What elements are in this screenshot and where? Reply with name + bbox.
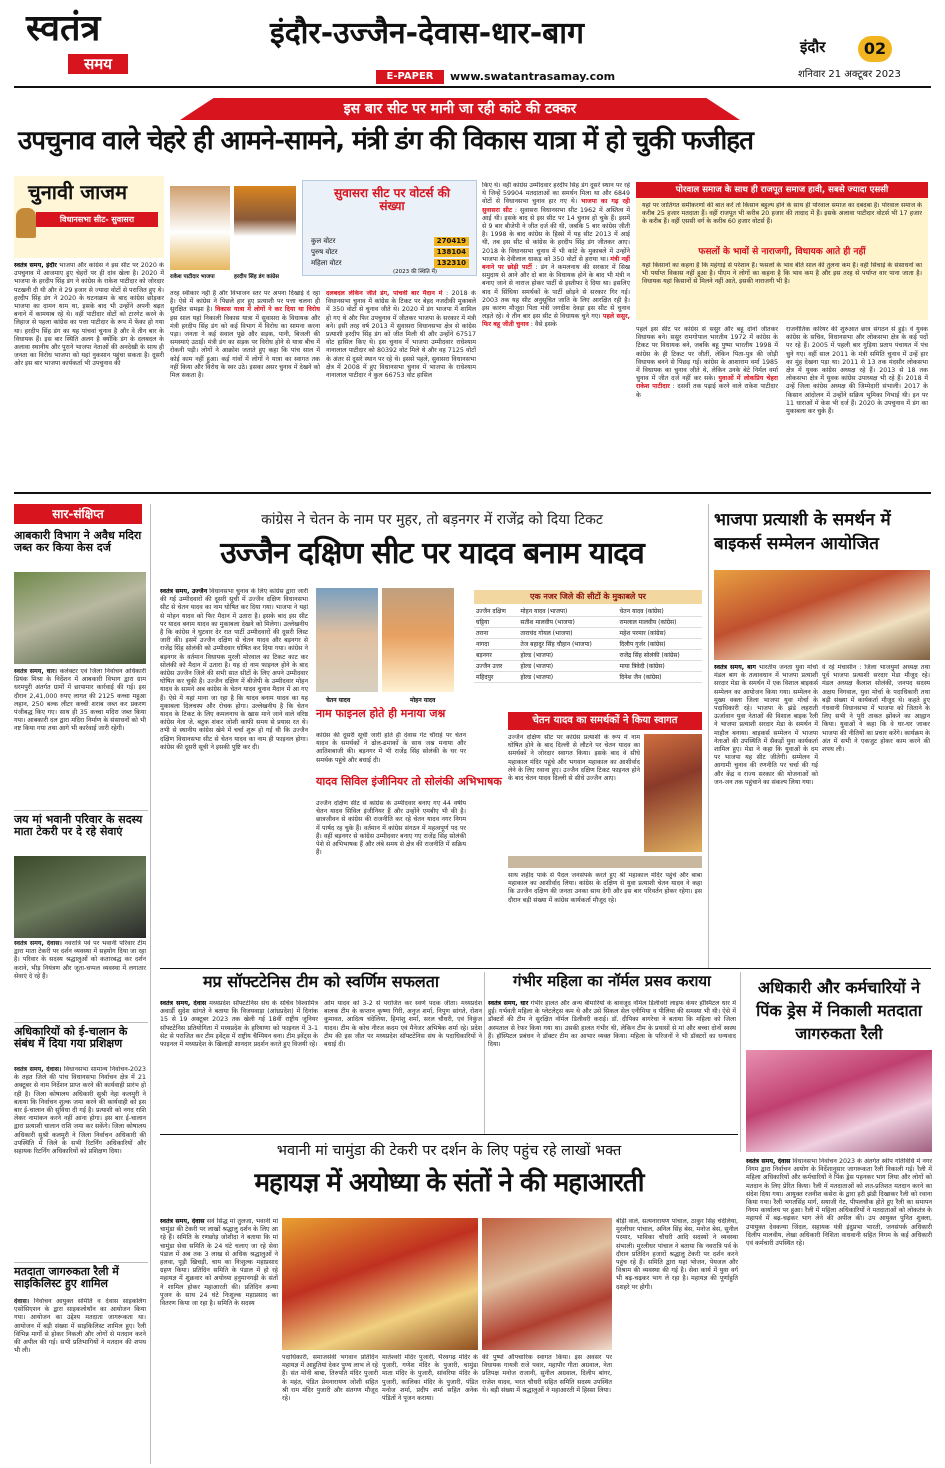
- lead-body-1: स्वतंत्र समय, इंदौर भाजपा और कांग्रेस ने इस सीट पर 2020 के उपचुनाव में आजमाए हुए चेहरों पर ही दांव खेला है। 2020 में भाजपा के हरदीप सिंह डंग ने कांग्रेस के राकेश पाटीदार को जोरदार पटखनी दी थी और वे 29 हजार से ज्यादा वोटों से पराजित हुए थे। हरदीप सिंह डंग ने 2020 के घटनाक्रम के बाद कांग्रेस छोड़कर भाजपा का दामन थाम था, इसके बाद भी उन्होंने अपनी बढ़त बनाने में कामयाब रहे थे। वहीं पाटीदार वोटों को टारगेट करने के लिहाज से पहला कांग्रेस का पत्ता पाटीदार के रूप में फेंका हो गया था। हरदीप सिंह डंग का यह पांचवां चुनाव है और वे तीन बार के विधायक हैं। इस बार स्थिति अलग है क्योंकि डंग के दलबदल के अलावा स्थानीय और पुराने भाजपा नेताओं की अनदेखी के साथ ही जनता का विरोध भाजपा को यहां नुकसान पहुंचा सकता है। दूसरी ओर इस बार भाजपा कार्यकर्ता भी उपचुनाव की: [14, 262, 164, 368]
- ujjain-row-3-seat: नागदा: [474, 639, 518, 650]
- ujjain-cap-1: चेतन यादव: [326, 697, 351, 704]
- ujjain-row-4-inc: राजेंद्र सिंह सोलंकी (कांग्रेस): [617, 650, 702, 661]
- voter-box: [302, 180, 477, 276]
- brief-text-4: देवास। निर्वाचन आयुक्त समिति व देवास साइकलिंग एसोसिएशन के द्वारा साइकलोथॉन का आयोजन किया गया। आयोजन का उद्देश्य मतदाता जागरूकता था। आयोजन में बड़ी संख्या में साइकिलिस्ट शामिल हुए। रैली विभिन्न मार्गों से होकर निकली और लोगों से मतदान करने की अपील की गई। सभी प्रतिभागियों ने मतदान की शपथ भी ली।: [14, 1298, 146, 1355]
- ayodhya-kicker: भवानी मां चामुंडा की टेकरी पर दर्शन के लिए पहुंच रहे लाखों भक्त: [276, 1143, 622, 1159]
- ayodhya-headline: महायज्ञ में अयोध्या के संतों ने की महाआरती: [254, 1168, 644, 1198]
- ayodhya-body-3: मातेश्वरी मंदिर पुजारी, भैरवगढ़ मंदिर के पुजारी, गणेश मंदिर के पुजारी, चामुंडा माता मंदिर के पुजारी, सांवरिया मंदिर के पुजारी, कालिका मंदिर के पुजारी, पंडित मनोज शर्मा, प्रदीप शर्मा सहित अनेक पंडितों ने पूजन कराया।: [382, 1354, 478, 1403]
- ayodhya-photo-2: [482, 1218, 612, 1350]
- delivery-headline: गंभीर महिला का नॉर्मल प्रसव कराया: [513, 972, 711, 990]
- ayodhya-body-1: स्वतंत्र समय, देवास सर्व सिद्ध मां तुलजा, भवानी मां चामुंडा की टेकरी पर लाखों श्रद्धालु दर्शन के लिए आ रहे हैं। समिति के रणछोड़ जोशीदा ने बताया कि मां चामुंडा सेवा समिति के 24 घंटे चलाए जा रहे सेवा पंडाल में अब तक 3 लाख से अधिक श्रद्धालुओं ने हलवा, पूड़ी खिचड़ी, चाय का निःशुल्क महाप्रसाद ग्रहण किया। प्रतिदिन समिति के पंडाल में हो रहे महायज्ञ में शुक्रवार को अयोध्या हनुमानगढ़ी के संतों ने शामिल होकर महाआरती की। प्रतिदिन कन्या पूजन के साथ 24 घंटे निःशुल्क महाप्रसाद का वितरण किया जा रहा है। समिति के सदस्य: [160, 1218, 278, 1308]
- ujjain-row-0-inc: चेतन यादव (कांग्रेस): [617, 606, 702, 617]
- voter-title: सुवासरा सीट पर वोटर्स की संख्या: [334, 186, 450, 213]
- ujjain-photo-chetan: [316, 588, 378, 692]
- candidate-photo-hardeep: [234, 186, 296, 270]
- ujjain-body-4: उज्जैन दक्षिण सीट पर कांग्रेस प्रत्याशी के रूप में नाम घोषित होने के बाद दिल्ली से लौटने पर चेतन यादव का समर्थकों ने जोरदार स्वागत किया। इसके बाद वे सीधे महाकाल मंदिर पहुंचे और भगवान महाकाल का आशीर्वाद लेने के लिए रवाना हुए। उज्जैन दक्षिण टिकट फाइनल होने के बाद चेतन यादव दिल्ली से सीधे उज्जैन आए।: [508, 734, 640, 783]
- brief-title-1: आबकारी विभाग ने अवैध मदिरा जब्त कर किया केस दर्ज: [14, 529, 142, 554]
- brief-text-1: स्वतंत्र समय, धार। कलेक्टर एवं जिला निर्वाचन अधिकारी प्रियंक मिश्रा के निर्देशन में आबकारी विभाग द्वारा ग्राम धरमपुरी अंतर्गत ग्रामों में छापामार कार्रवाई की गई। इस दौरान 2,41,000 रुपए लागत की 2125 कच्चा महुआ लहान, 250 बल्क लीटर कच्ची शराब जब्त कर प्रकरण पंजीबद्ध किए गए। साथ ही 35 कच्चा मदिरा जब्त किया गया। आबकारी दल द्वारा मदिरा निर्माण के संसाधनों को भी नष्ट किया गया तथा आगे भी कार्रवाई जारी रहेगी।: [14, 668, 146, 733]
- lead-body-6: राजनीतिक करियर की शुरुआत छात्र संगठन से हुई। वे युवक कांग्रेस के सचिव, विधानसभा और लोकसभा क्षेत्र के कई पदों पर रहे हैं। 2005 में पहली बार गुड़िया प्रताप पंचायत में पंच चुने गए। वहीं साल 2011 के मंत्री समिति चुनाव में उन्हें हार का मुंह देखना पड़ा था। 2011 से 13 तक मंदसौर लोकसभा क्षेत्र में युवक कांग्रेस अध्यक्ष रहे हैं। 2013 से 18 तक लोकसभा क्षेत्र में युवक कांग्रेस उपाध्यक्ष भी रहे हैं। 2018 में उन्हें जिला कांग्रेस अध्यक्ष की जिम्मेदारी संभाली। 2017 के किसान आंदोलन में उन्होंने सक्रिय भूमिका निभाई थी। इन पर 11 धाराओं में केस भी दर्ज हैं। 2020 के उपचुनाव में डंग का मुकाबला कर चुके हैं।: [786, 326, 928, 416]
- ujjain-kicker: कांग्रेस ने चेतन के नाम पर मुहर, तो बड़नगर में राजेंद्र को दिया टिकट: [261, 512, 603, 528]
- ujjain-row-6-bjp: होल्ड (भाजपा): [518, 672, 617, 683]
- ujjain-cap-2: मोहन यादव: [410, 697, 436, 704]
- epaper-badge[interactable]: E-PAPER: [376, 70, 444, 84]
- side-sub: फसलों के भावों से नाराजगी, विधायक आते ही नहीं: [698, 247, 866, 257]
- voter-label-0: कुल वोटर: [311, 237, 336, 245]
- softtennis-body-2: ओम यादव को 3-2 से पराजित कर स्वर्ण पदक जीता। मध्यप्रदेश बालक टीम के कप्तान कृष्णा गिरी, अनुज शर्मा, निपुण सांगते, रोशन कुमावत, आदित्य चंदेलिया, हिमांशु शर्मा, सरल चौधरी, एवं निकुंज यादव। टीम के कोच नीरज कदम एवं मैनेजर अभिषेक शर्मा रहे। प्रदेश टीम की इस जीत पर मध्यप्रदेश सॉफ्टटेनिस संघ के पदाधिकारियों ने बधाई दी।: [324, 1000, 482, 1049]
- softtennis-headline: मप्र सॉफ्टटेनिस टीम को स्वर्णिम सफलता: [202, 972, 440, 991]
- ujjain-row-4-seat: बड़नगर: [474, 650, 518, 661]
- site-url[interactable]: www.swatantrasamay.com: [450, 70, 616, 83]
- candidate-photo-icon: [16, 208, 36, 238]
- issue-date: शनिवार 21 अक्टूबर 2023: [798, 69, 901, 80]
- ayodhya-body-4: की पुष्पों औपचारिक स्वागत किया। इस अवसर पर विधायक गायत्री राजे पवार, महापौर गीता अग्रवाल, नेता प्रतिपक्ष मनोज राजानी, सुनील अग्रवाल, दिलीप बांगर, राजेश यादव, भरत चौधरी सहित समिति सदस्य उपस्थित थे। बड़ी संख्या में श्रद्धालुओं ने महाआरती में हिस्सा लिया।: [482, 1354, 612, 1394]
- voter-note: (2023 की स्थिति में): [393, 269, 437, 275]
- ujjain-row-3-inc: दिलीप गुर्जर (कांग्रेस): [617, 639, 702, 650]
- ujjain-photo-mohan: [382, 588, 454, 692]
- ujjain-row-2-seat: तराना: [474, 628, 518, 639]
- voter-value-0: 270419: [434, 237, 469, 246]
- brief-title-3: अधिकारियों को ई-चालान के संबंध में दिया गया प्रशिक्षण: [14, 1025, 128, 1050]
- ujjain-photo-crowd: [508, 856, 702, 868]
- voter-label-2: महिला वोटर: [311, 259, 342, 267]
- ujjain-row-5-inc: माया त्रिवेदी (कांग्रेस): [617, 661, 702, 672]
- page-number: 02: [858, 36, 892, 62]
- ujjain-row-0-seat: उज्जैन दक्षिण: [474, 606, 518, 617]
- ujjain-row-0-bjp: मोहन यादव (भाजपा): [518, 606, 617, 617]
- ujjain-row-2-inc: महेश परमार (कांग्रेस): [617, 628, 702, 639]
- ujjain-row-5-bjp: होल्ड (भाजपा): [518, 661, 617, 672]
- brief-title-4: मतदाता जागरुकता रैली में साइकिलिस्ट हुए शामिल: [14, 1265, 119, 1290]
- ujjain-photo-welcome: [644, 734, 702, 852]
- ujjain-body-2: कांग्रेस की दूसरी सूची जारी होते ही देवास गेट चौराहे पर चेतन यादव के समर्थकों ने ढोल-ढमाकों के साथ जश्न मनाया और आतिशबाजी की। बड़नगर में भी राजेंद्र सिंह सोलंकी के घर पर समर्थक पहुंचे और बधाई दी।: [316, 732, 466, 764]
- softtennis-body-1: स्वतंत्र समय, देवास मध्यप्रदेश सॉफ्टटेनिस संघ के सचिव विश्वामित्र अवार्डी सुदेश सांगते ने बताया कि विजयवाड़ा (आंध्रप्रदेश) में दिनांक 15 से 19 अक्टूबर 2023 तक खेली गई 18वीं राष्ट्रीय जूनियर सॉफ्टटेनिस प्रतियोगिता में मध्यप्रदेश के हरियाणा को फाइनल में 3-1 सेट से पराजित कर टीम इवेंट्स में राष्ट्रीय चैम्पियन बना। टीम इवेंट्स के फाइनल में मध्यप्रदेश के खिलाड़ी शानदार प्रदर्शन करते हुए विजयी रहे।: [160, 1000, 318, 1049]
- ujjain-sub-3: चेतन यादव का समर्थकों ने किया स्वागत: [508, 712, 702, 730]
- bagh-photo: [714, 570, 930, 660]
- ujjain-table: [474, 590, 702, 710]
- ayodhya-photo-1: [282, 1218, 478, 1350]
- ujjain-row-2-bjp: ताराचंद गोयल (भाजपा): [518, 628, 617, 639]
- bagh-headline: भाजपा प्रत्याशी के समर्थन में बाइकर्स सम्मेलन आयोजित: [714, 510, 891, 554]
- brief-text-3: स्वतंत्र समय, देवास। विधानसभा सामान्य निर्वाचन-2023 के तहत जिले की पांच विधानसभा निर्वाचन क्षेत्र में 21 अक्टूबर से नाम निर्देशन प्राप्त करने की कार्यवाही प्रारंभ हो रही है। जिला कोषालय अधिकारी सुश्री नेहा कलमुरी ने बताया कि निर्वाचन शुल्क जमा करने की कार्यवाही को इस बार ई-चालान की सुविधा दी गई है। प्रत्याशी को नगद राशि लेकर नामांकन करने नहीं आना होगा। इस बार ई-चालान द्वारा प्रत्याशी चालान राशि जमा कर सकेंगे। जिला कोषालय अधिकारी सुश्री कलमुरी ने जिला निर्वाचन अधिकारी की उपस्थिति में जिले के सभी रिटर्निंग अधिकारियों और सहायक रिटर्निंग अधिकारियों को प्रशिक्षण दिया।: [14, 1066, 146, 1156]
- lead-body-5: पहले इस सीट पर कांग्रेस से ससुर और बहू दोनों जीतकर विधायक बने। ससुर रामगोपाल भारतीय 1972 में कांग्रेस के टिकट पर विधायक बने, जबकि बहू पुष्पा भारतीय 1998 में कांग्रेस के ही टिकट पर जीतीं, लेकिन पिता-पुत्र की जोड़ी विधायक बनने से पिछड़ गई। कांग्रेस के आशाराम वर्मा 1985 में विधायक का चुनाव जीते थे, लेकिन उनके बेटे निर्मल वर्मा चुनाव में जीत दर्ज नहीं कर सके। युवाओं में लोकप्रिय चेहरा राकेश पाटीदार : दसवीं तक पढ़ाई करने वाले राकेश पाटीदार के: [636, 326, 778, 399]
- lead-headline: उपचुनाव वाले चेहरे ही आमने-सामने, मंत्री डंग की विकास यात्रा में हो चुकी फजीहत: [18, 126, 753, 156]
- ayodhya-body-2: पदाधिकारी, समाजसेवी भगवान प्रतिदिन महायज्ञ में आहुतियां देकर पुण्य लाभ ले रहे हैं। संत मोनी बाबा, तिरुपति मंदिर पुजारी के महंत, पंडित प्रेमनारायण जोशी सहित श्री राम मंदिर पुजारी और संतगण मौजूद रहे।: [282, 1354, 378, 1403]
- edition-city: इंदौर: [800, 38, 826, 56]
- voter-value-2: 132310: [434, 259, 469, 268]
- edition-cities: इंदौर-उज्जैन-देवास-धार-बाग: [270, 16, 584, 51]
- delivery-body: स्वतंत्र समय, धार गंभीर हालत और अन्य बीमारियों के बावजूद नॉर्मल डिलीवरी लाइफ केयर हॉस्पिटल धार में हुई। गर्भवती महिला के प्लेटलेट्स कम थे और उसे सिकल सेल एनीमिया व पीलिया की समस्या भी थी। ऐसे में डॉक्टरों की टीम ने सुरक्षित नॉर्मल डिलीवरी कराई। डॉ. दीपिका बागरेचा ने बताया कि महिला को जिला अस्पताल से रेफर किया गया था। उसकी हालत गंभीर थी, लेकिन टीम के प्रयासों से मां और बच्चा दोनों स्वस्थ हैं। हॉस्पिटल प्रबंधन ने डॉक्टर टीम का आभार व्यक्त किया। महिला के परिजनों ने भी डॉक्टरों का धन्यवाद दिया।: [488, 1000, 736, 1049]
- photo-caption-2: हरदीप सिंह डंग कांग्रेस: [234, 274, 279, 280]
- rally-body: स्वतंत्र समय, देवास विधानसभा निर्वाचन 2023 के अंतर्गत स्वीप गतिविधि में नगर निगम द्वारा निर्वाचन आयोग के निर्देशानुसार जागरूकता रैली निकाली गई। रैली में महिला अधिकारियों और कर्मचारियों ने पिंक ड्रेस पहनकर भाग लिया और लोगों को मतदान के लिए प्रेरित किया। रैली में मतदाताओं को शत-प्रतिशत मतदान करने का संदेश दिया गया। आयुक्त रजनीश कसेरा के द्वारा हरी झंडी दिखाकर रैली को रवाना किया गया। रैली भगतसिंह मार्ग, सयाजी गेट, पीपलचौक होते हुए रैली का समापन निगम कार्यालय पर हुआ। रैली में महिला अधिकारियों ने मतदाताओं को लोकतंत्र के महापर्व में बढ़-चढ़कर भाग लेने की अपील की। उप आयुक्त पुनित शुक्ला, उपायुक्त देवकन्या जिंदल, सहायक यंत्री इंदुप्रभा भारती, जनसंपर्क अधिकारी दिलीप मालवीय, लेखा अधिकारी निशिता वाधवानी सहित निगम के कई अधिकारी एवं कर्मचारी उपस्थित रहे।: [746, 1158, 932, 1248]
- logo-bottom: समय: [68, 54, 128, 74]
- brief-photo-1: [14, 572, 146, 664]
- voter-label-1: पुरुष वोटर: [311, 248, 338, 256]
- bagh-body-2: वे रहे मंचासीन : जिला भाजयुमो अध्यक्ष तथा पूर्व भाजपा प्रत्याशी सरदार मेडा मौजूद रहे। मंडल अध्यक्ष कैलाश सोलंकी, जनपद सदस्य अक्षय निगवाल, युवा मोर्चा के पदाधिकारी तथा बड़ी संख्या में कार्यकर्ता मौजूद थे। कहते हुए गंधवानी विधानसभा में भाजपा को जिताने के लिए सभी ने पूरी ताकत झोंकने का आह्वान किया। युवाओं ने कहा कि वे घर-घर जाकर भाजपा की नीतियों का प्रचार करेंगे। कार्यक्रम के अंत में सभी ने एकजुट होकर काम करने की शपथ ली।: [822, 664, 930, 754]
- ujjain-row-6-seat: महिदपुर: [474, 672, 518, 683]
- lead-kicker-text: इस बार सीट पर मानी जा रही कांटे की टक्कर: [343, 101, 577, 117]
- ujjain-headline: उज्जैन दक्षिण सीट पर यादव बनाम यादव: [220, 536, 644, 571]
- lead-body-3: दलबदल लेकिन जीते डंग, पांचवीं बार मैदान में : 2018 के विधानसभा चुनाव में कांग्रेस के टिकट पर बेहद नजदीकी मुकाबले में 350 वोटों से चुनाव जीते थे। 2020 में डंग भाजपा में शामिल हो गए थे और फिर उपचुनाव में जीतकर भाजपा के सरकार में मंत्री बने। इसी तरह वर्ष 2013 में सुवासरा विधानसभा क्षेत्र से कांग्रेस प्रत्याशी हरदीप सिंह डंग को जीत मिली थी और उन्होंने 67517 वोट हासिल किए थे। इस चुनाव में भाजपा उम्मीदवार राधेश्याम नानालाल पाटीदार को 80392 वोट मिले थे और वह 7125 वोटों के अंतर से दूसरे स्थान पर रहे थे। इससे पहले, सुवासरा विधानसभा क्षेत्र में 2008 में हुए विधानसभा चुनाव में भाजपा के राधेश्याम नानालाल पाटीदार ने कुल 66753 वोट हासिल: [326, 290, 476, 380]
- ujjain-row-3-bjp: तेज बहादुर सिंह चौहान (भाजपा): [518, 639, 617, 650]
- column-sub: विधानसभा सीट- सुवासरा: [36, 212, 158, 227]
- ujjain-row-1-seat: घट्टिया: [474, 617, 518, 628]
- side-box: पोरवाल समाज के साथ ही राजपूत समाज हावी, सबसे ज्यादा एससी यहां पर जातिगत समीकरणों की बात करें तो किसान बहुल्य होने के साथ ही पोरवाल समाज का दबदबा है। पोरवाल समाज के करीब 25 हजार मतदाता हैं। वहीं राजपूत भी करीब 20 हजार की तादाद में हैं। इसके अलावा पाटीदार वोटर्स भी 17 हजार के करीब हैं। वहीं एससी वर्ग के करीब 60 हजार वोटर्स हैं। फसलों के भावों से नाराजगी, विधायक आते ही नहीं यहां किसानों का कहना है कि महंगाई से परेशान हैं। फसलों के भाव बीते साल की तुलना कम हैं। वहीं सिंचाई के संसाधनों का भी पर्याप्त विकास नहीं हुआ है। पीएम ने लोगों का कहना है कि भाव कम है और इस तरह से पर्याप्त वार पाना जाता है। विधायक यहां किसानों से मिलने नहीं आते, इसकी नाराजगी भी है।: [636, 182, 928, 320]
- brief-title-2: जय मां भवानी परिवार के सदस्य माता टेकरी पर दे रहे सेवाएं: [14, 813, 143, 838]
- candidate-photo-rakesh: [170, 186, 230, 270]
- lead-body-2: तरह स्वीकार नहीं हैं और विभाजन स्तर पर अपना दिखाई दे रहा है। ऐसे में कांग्रेस ने पिछले हार हुए प्रत्याशी पर पत्ता चलना ही सुरक्षित समझा है। विकास यात्रा में लोगों ने कर दिया था विरोध इस साल यहां निकाली विकास यात्रा में सुवासरा के विधायक और मंत्री हरदीप सिंह डंग को कई विभाग में विरोध का सामना करना पड़ा। जनता ने कई सवाल पूछे और सड़क, पानी, बिजली की समस्याएं उठाईं। मंत्री डंग का सड़क पर विरोध होने से यात्रा बीच में रोकनी पड़ी। लोगों ने आक्रोश जताते हुए कहा कि पांच साल में कोई काम नहीं हुआ। कई गांवों में लोगों ने यात्रा का स्वागत तक नहीं किया और विरोध के स्वर उठे। इसका असर चुनाव में देखने को मिल सकता है।: [170, 290, 320, 380]
- voter-value-1: 138104: [434, 248, 469, 257]
- briefs-banner: सार-संक्षिप्त: [14, 504, 142, 524]
- masthead: [0, 0, 945, 88]
- ujjain-body-1: स्वतंत्र समय, उज्जैन विधानसभा चुनाव के लिए कांग्रेस द्वारा जारी की गई उम्मीदवारों की दूसरी सूची में उज्जैन दक्षिण विधानसभा सीट से चेतन यादव का नाम घोषित कर दिया गया। भाजपा ने यहां से मोहन यादव को फिर मैदान में उतारा है। इसके बाद इस सीट पर यादव बनाम यादव का मुकाबला देखने को मिलेगा। उल्लेखनीय है कि कांग्रेस ने घुटवार देर रात पार्टी उम्मीदवारों की दूसरी लिस्ट जारी की। इसमें उज्जैन दक्षिण से चेतन यादव और बड़नगर से राजेंद्र सिंह सोलंकी को उम्मीदवार घोषित कर दिया गया। कांग्रेस ने बड़नगर के वर्तमान विधायक मुरली मोरवाल का टिकट काट कर सोलंकी को मैदान में उतारा है। यह दो नाम फाइनल होने के बाद कांग्रेस उज्जैन जिले की सभी सात सीटों के लिए अपने उम्मीदवार घोषित कर चुकी है। उज्जैन दक्षिण में बीजेपी के उम्मीदवार मोहन यादव के सामने अब कांग्रेस के चेतन यादव चुनाव मैदान में आ गए हैं। ऐसे में यहां माना जा रहा है कि यादव बनाम यादव का यह मुकाबला दिलचस्प और रोचक होगा। उल्लेखनीय है कि चेतन यादव के टिकट के लिए कमलनाथ के खास माने जाने वाले वरिष्ठ कांग्रेस नेता जे. बटुक शंकर जोशी काफी समय से प्रयास रत थे। तभी से स्थानीय कांग्रेस खेमे में चर्चा शुरू हो गई थी कि उज्जैन दक्षिण विधानसभा सीट से चेतन यादव का नाम ही फाइनल होगा। कांग्रेस की दूसरी सूची ने इसकी पुष्टि कर दी।: [160, 588, 308, 751]
- ujjain-row-1-inc: रामलाल मालवीय (कांग्रेस): [617, 617, 702, 628]
- ujjain-row-6-inc: दिनेश जैन (कांग्रेस): [617, 672, 702, 683]
- bagh-body-1: स्वतंत्र समय, बाग भारतीय जनता युवा मोर्चा मंडल बाग के तत्वावधान में भाजपा प्रत्याशी सरदार मेडा के समर्थन में एक विशाल बाइकर्स सम्मेलन का आयोजन किया गया। सम्मेलन के मुख्य वक्ता जिला भाजपा युवा मोर्चा के पदाधिकारी रहे। भाजपा के झंडे लहराती ऊर्जावान युवा नेताओं की विशाल बाइक रैली ने भाजपा प्रत्याशी सरदार मेडा के समर्थन में माहौल बनाया। बाइकर्स सम्मेलन में भाजपा नेताओं की उपस्थिति में सैकड़ों युवा कार्यकर्ता शामिल हुए। मेडा ने कहा कि युवाओं के दम पर भाजपा यह सीट जीतेगी। सम्मेलन में आगामी चुनाव की रणनीति पर चर्चा की गई और केंद्र व राज्य सरकार की योजनाओं को जन-जन तक पहुंचाने का संकल्प लिया गया।: [714, 664, 818, 786]
- ujjain-row-5-seat: उज्जैन उत्तर: [474, 661, 518, 672]
- ujjain-sub-1: नाम फाइनल होते ही मनाया जश्न: [316, 707, 446, 720]
- column-title: चुनावी जाजम: [28, 180, 128, 204]
- ujjain-body-5: साथ शहीद पार्क से पैदल जनसंपर्क करते हुए श्री महाकाल मंदिर पहुंचे और बाबा महाकाल का आशीर्वाद लिया। कांग्रेस के दक्षिण से युवा प्रत्याशी चेतन यादव ने कहा कि उज्जैन दक्षिण की जनता उनका साथ देगी और इस बार परिवर्तन होकर रहेगा। इस दौरान बड़ी संख्या में कांग्रेस कार्यकर्ता मौजूद रहे।: [508, 872, 702, 904]
- ujjain-table-title: एक नजर जिले की सीटों के मुकाबले पर: [474, 590, 702, 604]
- brief-text-2: स्वतंत्र समय, देवास। नवरात्रि पर्व पर भवानी परिवार टीम द्वारा माता टेकरी पर दर्शन व्यवस्था में सहयोग दिया जा रहा है। परिवार के सदस्य श्रद्धालुओं को कतारबद्ध कर दर्शन कराने, भीड़ नियंत्रण और जूता-चप्पल व्यवस्था में लगातार सेवाएं दे रहे हैं।: [14, 940, 146, 980]
- logo-top: स्वतंत्र: [26, 8, 101, 49]
- ujjain-sub-2: यादव सिविल इंजीनियर तो सोलंकी अभिभाषक: [316, 775, 502, 788]
- chunavi-box: [14, 176, 164, 258]
- rally-photo: [746, 1050, 932, 1152]
- lead-body-4: किए थे। वहीं कांग्रेस उम्मीदवार हरदीप सिंह डंग दूसरे स्थान पर रहे थे जिन्हें 59904 मतदाताओं का समर्थन मिला था और 6849 वोटों से विधानसभा चुनाव हार गए थे। भाजपा का गढ़ रही सुवासरा सीट : सुवासरा विधानसभा सीट 1962 में अस्तित्व में आई थी। इसके बाद से इस सीट पर 14 चुनाव हो चुके हैं। इसमें से 9 बार बीजेपी ने जीत दर्ज की थी, जबकि 5 बार कांग्रेस जीती है। 1998 के बाद कांग्रेस के हिस्से में यह सीट 2013 में आई थी, तब इस सीट से कांग्रेस के हरदीप सिंह डंग जीतकर आए। 2018 के विधानसभा चुनाव में भी कांटे के मुकाबले में उन्होंने भाजपा के देवीलाल धाकड़ को 350 वोटों से हराया था। मंत्री नहीं बनाने पर छोड़ी पार्टी : डंग ने कमलनाथ की सरकार में सिख समुदाय से आने और दो बार के विधायक होने के बाद भी मंत्री न बनाए जाने से नाराज होकर पार्टी से इस्तीफा दे दिया था। इसलिए बाद में सिंधिया समर्थकों के पार्टी छोड़ने से सरकार गिर गई। 2003 तक यह सीट अनुसूचित जाति के लिए आरक्षित रही है। इस कारण मौजूदा पिता मंत्री जगदीश देवड़ा इस सीट से चुनाव लड़ते रहे। वे तीन बार इस सीट से विधायक चुने गए। पहले ससुर, फिर बहू जीती चुनाव : वैसे इसके: [482, 182, 630, 329]
- photo-caption-1: राकेश पाटीदार भाजपा: [170, 274, 215, 280]
- side-title: पोरवाल समाज के साथ ही राजपूत समाज हावी, सबसे ज्यादा एससी: [636, 182, 928, 198]
- ayodhya-body-5: बीड़ी वाले, सत्यनारायण पांचाल, ठाकुर सिंह चंदेलिया, मुरलीधर पांचाल, अनिल सिंह बेस, मनोज बेस, सुनील परमार, भाविका चौधरी आदि सदस्यों ने व्यवस्था संभाली। मुरलीधर पांचाल ने बताया कि नवरात्रि पर्व के दौरान प्रतिदिन हजारों श्रद्धालु टेकरी पर दर्शन करने पहुंच रहे हैं। समिति द्वारा यहां भोजन, पेयजल और विश्राम की व्यवस्था की गई है। सेवा कार्य में युवा वर्ग भी बढ़-चढ़कर भाग ले रहा है। महायज्ञ की पूर्णाहुति दशहरे पर होगी।: [616, 1218, 738, 1291]
- brief-photo-2: [14, 856, 146, 938]
- ujjain-row-1-bjp: सतीश मालवीय (भाजपा): [518, 617, 617, 628]
- ujjain-body-3: उज्जैन दक्षिण सीट से कांग्रेस के उम्मीदवार बनाए गए 44 वर्षीय चेतन यादव सिविल इंजीनियर हैं और उन्होंने एमबीए भी की है। छात्रजीवन से कांग्रेस की राजनीति कर रहे चेतन यादव नगर निगम में पार्षद रह चुके हैं। वर्तमान में कांग्रेस संगठन में महत्वपूर्ण पद पर हैं। वहीं बड़नगर से कांग्रेस उम्मीदवार बनाए गए राजेंद्र सिंह सोलंकी पेशे से अभिभाषक हैं और लंबे समय से क्षेत्र की राजनीति में सक्रिय हैं।: [316, 800, 466, 857]
- rally-headline: अधिकारी और कर्मचारियों ने पिंक ड्रेस में निकाली मतदाता जागरुकता रैली: [756, 978, 922, 1043]
- ujjain-row-4-bjp: होल्ड (भाजपा): [518, 650, 617, 661]
